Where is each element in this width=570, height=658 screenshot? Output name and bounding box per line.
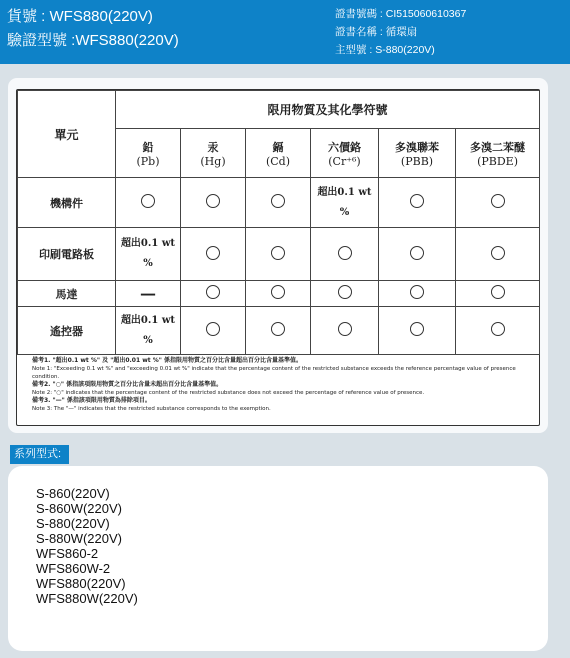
list-item: WFS880(220V): [36, 576, 126, 591]
circle-mark: [410, 246, 424, 260]
certified-model: 驗證型號 :WFS880(220V): [7, 32, 179, 49]
circle-mark: [338, 285, 352, 299]
list-item: S-860W(220V): [36, 501, 122, 516]
table-row: [18, 281, 540, 307]
main-model: 主型號 : S-880(220V): [335, 44, 435, 56]
series-label: 系列型式:: [10, 445, 69, 464]
circle-mark: [338, 322, 352, 336]
cell: [181, 228, 246, 281]
cell: [379, 178, 456, 228]
list-item: WFS860W-2: [36, 561, 111, 576]
table-title: 限用物質及其化學符號: [116, 91, 540, 129]
series-model-list: [36, 486, 138, 606]
circle-mark: [271, 194, 285, 208]
list-item: S-880(220V): [36, 516, 110, 531]
cell: [456, 307, 540, 355]
table-row: [18, 307, 540, 355]
col-header-hg: 汞 (Hg): [181, 129, 246, 178]
certificate-name: 證書名稱 : 循環扇: [335, 26, 418, 38]
circle-mark: [491, 322, 505, 336]
circle-mark: [206, 285, 220, 299]
cell-dash: —: [116, 281, 181, 307]
cell-exceeds: 超出0.1 wt %: [311, 178, 379, 228]
circle-mark: [206, 246, 220, 260]
col-header-pbb: 多溴聯苯 (PBB): [379, 129, 456, 178]
cell: [379, 307, 456, 355]
circle-mark: [410, 322, 424, 336]
cell: [379, 281, 456, 307]
cell-exceeds: 超出0.1 wt %: [116, 307, 181, 355]
note-2-en: Note 2: "○" indicates that the percentage content of the restricted substance does not exceed the percentage of reference value of presence.: [32, 390, 425, 396]
cell-exceeds: 超出0.1 wt %: [116, 228, 181, 281]
cell: [379, 228, 456, 281]
circle-mark: [491, 246, 505, 260]
row-unit: 馬達: [18, 281, 116, 307]
list-item: S-880W(220V): [36, 531, 122, 546]
note-3-zh: 備考3. "—" 係指該項限用物質為排除項目。: [32, 397, 151, 404]
product-model: 貨號 : WFS880(220V): [7, 8, 153, 25]
list-item: WFS860-2: [36, 546, 99, 561]
col-header-pb: 鉛 (Pb): [116, 129, 181, 178]
certificate-number: 證書號碼 : CI515060610367: [335, 8, 467, 20]
table-row: [18, 228, 540, 281]
cell: [311, 281, 379, 307]
circle-mark: [271, 246, 285, 260]
cell: [246, 307, 311, 355]
cell: [181, 178, 246, 228]
circle-mark: [206, 322, 220, 336]
list-item: WFS880W(220V): [36, 591, 138, 606]
header-left: [7, 5, 179, 53]
cell: [311, 307, 379, 355]
rohs-table-card: [16, 89, 540, 426]
cell: [311, 228, 379, 281]
circle-mark: [491, 285, 505, 299]
note-2-zh: 備考2. "○" 係指該項限用物質之百分比含量未超出百分比含量基準值。: [32, 381, 223, 388]
table-notes: [32, 357, 532, 413]
circle-mark: [141, 194, 155, 208]
cell: [456, 178, 540, 228]
cell: [246, 281, 311, 307]
row-unit: 印刷電路板: [18, 228, 116, 281]
header-bar: [0, 0, 570, 64]
unit-header: 單元: [18, 91, 116, 178]
table-row: [18, 178, 540, 228]
col-header-pbde: 多溴二苯醚 (PBDE): [456, 129, 540, 178]
note-1-zh: 備考1. "超出0.1 wt %" 及 "超出0.01 wt %" 係指限用物質之百分比含量超出百分比含量基準值。: [32, 357, 302, 364]
row-unit: 遙控器: [18, 307, 116, 355]
cell: [246, 228, 311, 281]
cell: [181, 307, 246, 355]
list-item: S-860(220V): [36, 486, 110, 501]
note-1-en: Note 1: "Exceeding 0.1 wt %" and "exceeding 0.01 wt %" indicate that the percentage content of the restricted substance exceeds the reference percentage value of presence condition.: [32, 366, 516, 380]
cell: [116, 178, 181, 228]
circle-mark: [271, 322, 285, 336]
circle-mark: [271, 285, 285, 299]
circle-mark: [410, 194, 424, 208]
circle-mark: [410, 285, 424, 299]
cell: [181, 281, 246, 307]
rohs-table: [17, 90, 540, 355]
cell: [456, 281, 540, 307]
circle-mark: [491, 194, 505, 208]
note-3-en: Note 3: The "—" indicates that the restricted substance corresponds to the exemption.: [32, 406, 271, 412]
cell: [456, 228, 540, 281]
cell: [246, 178, 311, 228]
col-header-cr6: 六價鉻 (Cr⁺⁶): [311, 129, 379, 178]
col-header-cd: 鎘 (Cd): [246, 129, 311, 178]
header-right: [335, 5, 466, 59]
circle-mark: [338, 246, 352, 260]
circle-mark: [206, 194, 220, 208]
row-unit: 機構件: [18, 178, 116, 228]
